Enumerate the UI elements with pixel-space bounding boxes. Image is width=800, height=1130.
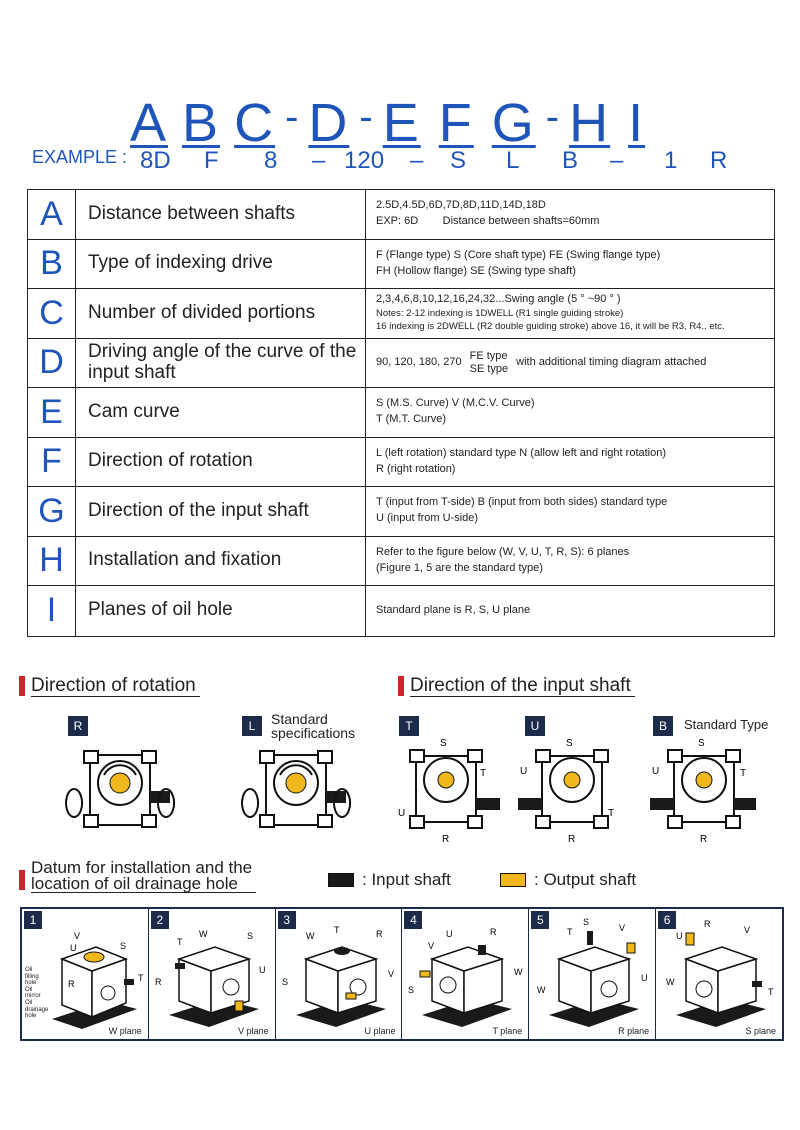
row-letter: C [28, 289, 76, 338]
legend-input [328, 870, 451, 890]
plane-number: 1 [24, 911, 42, 929]
svg-text:W: W [514, 967, 523, 977]
svg-text:R: R [700, 834, 708, 845]
svg-text:R: R [68, 979, 75, 989]
desc-line: 2,3,4,6,8,10,12,16,24,32...Swing angle (5 ° ~90 ° ) [376, 293, 621, 306]
oil-note: Oil [25, 967, 33, 973]
example-row [32, 147, 792, 177]
example-value: 120 [344, 147, 385, 174]
desc-line: F (Flange type) S (Core shaft type) FE (Swing flange type) [376, 248, 661, 261]
planes-strip [20, 907, 784, 1041]
svg-text:V: V [387, 969, 394, 979]
output-swatch [500, 873, 526, 887]
plane-2-drawing [149, 909, 275, 1039]
input-swatch [328, 873, 354, 887]
desc-note: Notes: 2-12 indexing is 1DWELL (R1 single guiding stroke) [376, 308, 624, 320]
desc-line: 2.5D,4.5D,6D,7D,8D,11D,14D,18D [376, 199, 546, 212]
row-letter: F [28, 438, 76, 487]
plane-panel-4 [402, 909, 529, 1039]
row-name: Type of indexing drive [76, 240, 366, 289]
svg-text:W: W [305, 931, 315, 941]
row-desc [366, 537, 774, 586]
input-t-diagram [392, 736, 502, 846]
oil-note: mirror [25, 993, 41, 1000]
plane-number: 5 [531, 911, 549, 929]
d-type: FE type [469, 350, 508, 363]
desc-line: L (left rotation) standard type N (allow left and right rotation) [376, 446, 667, 459]
plane-number: 4 [404, 911, 422, 929]
svg-text:S: S [583, 917, 590, 927]
table-row-a [28, 190, 774, 240]
plane-caption: W plane [108, 1026, 142, 1036]
row-desc [366, 190, 774, 239]
svg-text:S: S [566, 738, 573, 749]
plane-5-drawing [529, 909, 655, 1039]
badge-l: L [242, 716, 262, 736]
row-name: Direction of rotation [76, 438, 366, 487]
desc-line: EXP: 6D Distance between shafts=60mm [376, 215, 600, 228]
example-value: L [506, 147, 520, 174]
row-letter: B [28, 240, 76, 289]
section-rotation-heading [19, 676, 200, 697]
svg-text:R: R [568, 834, 576, 845]
code-letter-g: G [491, 93, 536, 153]
example-value: – [312, 147, 326, 174]
oil-note: drainage [25, 1006, 49, 1013]
desc-note: 16 indexing is 2DWELL (R2 double guiding stroke) above 16, it will be R3, R4.. etc. [376, 321, 725, 333]
desc-line: S (M.S. Curve) V (M.C.V. Curve) [376, 397, 535, 410]
row-name: Driving angle of the curve of the input shaft [76, 339, 366, 388]
plane-number: 2 [151, 911, 169, 929]
table-row-c [28, 289, 774, 339]
example-value: – [610, 147, 624, 174]
row-letter: H [28, 537, 76, 586]
plane-panel-3 [276, 909, 403, 1039]
row-desc [366, 438, 774, 487]
desc-line: Standard plane is R, S, U plane [376, 603, 531, 616]
table-row-h [28, 537, 774, 587]
desc-line: FH (Hollow flange) SE (Swing type shaft) [376, 264, 576, 277]
standard-spec-label [271, 712, 355, 740]
datum-line: location of oil drainage hole [31, 874, 238, 894]
svg-text:S: S [281, 977, 288, 987]
plane-3-drawing [276, 909, 402, 1039]
desc-line: R (right rotation) [376, 462, 456, 475]
desc-line: Refer to the figure below (W, V, U, T, R, S): 6 planes [376, 545, 630, 558]
plane-4-drawing [402, 909, 528, 1039]
svg-text:V: V [744, 925, 751, 935]
code-letter-a: A [130, 93, 169, 153]
legend-output [500, 870, 636, 890]
row-letter: E [28, 388, 76, 437]
row-name: Installation and fixation [76, 537, 366, 586]
code-letter-d: D [308, 93, 350, 153]
oil-notes [25, 967, 48, 1020]
row-letter: D [28, 339, 76, 388]
table-row-i [28, 586, 774, 636]
plane-number: 3 [278, 911, 296, 929]
oil-note: Oil [25, 986, 33, 993]
row-name: Direction of the input shaft [76, 487, 366, 536]
svg-text:T: T [740, 768, 747, 779]
example-value: 1 [664, 147, 678, 174]
section-title: Direction of the input shaft [410, 676, 635, 697]
code-letter-f: F [438, 93, 474, 153]
svg-text:V: V [74, 931, 81, 941]
oil-note: hole [25, 1013, 37, 1020]
code-letter-e: E [382, 93, 421, 153]
d-tail: with additional timing diagram attached [516, 355, 707, 368]
code-dash: - [285, 95, 299, 139]
example-label: EXAMPLE : [32, 147, 128, 167]
example-value: 8 [264, 147, 278, 174]
desc-line: T (M.T. Curve) [376, 413, 447, 426]
svg-text:R: R [490, 927, 497, 937]
d-types [470, 350, 509, 375]
oil-note: Oil [25, 999, 33, 1006]
svg-text:U: U [652, 766, 660, 777]
row-name: Planes of oil hole [76, 586, 366, 636]
svg-text:S: S [246, 931, 253, 941]
svg-text:T: T [138, 973, 144, 983]
svg-text:U: U [446, 929, 453, 939]
section-marker [19, 676, 25, 696]
plane-caption: R plane [618, 1026, 650, 1036]
desc-line: U (input from U-side) [376, 512, 479, 525]
row-letter: I [28, 586, 76, 636]
row-letter: A [28, 190, 76, 239]
section-title: Direction of rotation [31, 676, 200, 697]
desc-line: (Figure 1, 5 are the standard type) [376, 561, 543, 574]
table-row-f [28, 438, 774, 488]
example-value: R [710, 147, 728, 174]
plane-panel-5 [529, 909, 656, 1039]
svg-text:S: S [440, 738, 447, 749]
section-input-heading [398, 676, 635, 697]
plane-caption: V plane [238, 1026, 269, 1036]
svg-text:U: U [676, 931, 683, 941]
svg-text:U: U [520, 766, 528, 777]
desc-line [376, 350, 774, 375]
datum-line: Datum for installation and the [31, 858, 253, 877]
example-value: B [562, 147, 579, 174]
badge-r: R [68, 716, 88, 736]
svg-text:W: W [666, 977, 675, 987]
svg-text:V: V [428, 941, 435, 951]
row-name: Distance between shafts [76, 190, 366, 239]
section-marker [19, 870, 25, 890]
plane-panel-2 [149, 909, 276, 1039]
svg-text:U: U [258, 965, 266, 975]
svg-text:T: T [567, 927, 573, 937]
plane-caption: U plane [364, 1026, 396, 1036]
badge-t: T [399, 716, 419, 736]
table-row-g [28, 487, 774, 537]
svg-text:R: R [375, 929, 383, 939]
badge-u: U [525, 716, 545, 736]
svg-text:R: R [442, 834, 450, 845]
oil-note: hole [25, 980, 37, 987]
svg-text:S: S [408, 985, 415, 995]
code-letter-i: I [628, 93, 646, 153]
row-desc [366, 339, 774, 388]
d-angles: 90, 120, 180, 270 [376, 355, 462, 368]
section-title [31, 860, 256, 893]
svg-text:V: V [619, 923, 626, 933]
example-value: S [450, 147, 467, 174]
code-letter-b: B [182, 93, 221, 153]
svg-text:W: W [198, 929, 208, 939]
legend-output-label: : Output shaft [534, 870, 637, 889]
svg-text:S: S [698, 738, 705, 749]
spec-table [27, 189, 775, 637]
row-desc [366, 240, 774, 289]
table-row-e [28, 388, 774, 438]
oil-note: filling [25, 973, 39, 980]
plane-6-drawing [656, 909, 782, 1039]
badge-b: B [653, 716, 673, 736]
desc-line: T (input from T-side) B (input from both sides) standard type [376, 496, 668, 509]
svg-text:U: U [398, 808, 406, 819]
code-letter-h: H [569, 93, 611, 153]
svg-text:U: U [70, 943, 77, 953]
legend-input-label: : Input shaft [362, 870, 451, 889]
svg-text:R: R [704, 919, 711, 929]
example-value: – [410, 147, 424, 174]
input-b-diagram [648, 736, 758, 846]
row-name: Cam curve [76, 388, 366, 437]
plane-number: 6 [658, 911, 676, 929]
standard-line: Standard [271, 711, 328, 727]
code-dash: - [359, 95, 373, 139]
example-value: 8D [140, 147, 171, 174]
row-name: Number of divided portions [76, 289, 366, 338]
code-letter-c: C [234, 93, 276, 153]
svg-text:T: T [608, 808, 615, 819]
row-desc [366, 388, 774, 437]
example-value: F [204, 147, 219, 174]
input-u-diagram [516, 736, 626, 846]
plane-panel-1 [22, 909, 149, 1039]
rotation-l-diagram [236, 745, 356, 835]
model-code [130, 92, 645, 154]
standard-type-label: Standard Type [684, 717, 769, 732]
rotation-r-diagram [60, 745, 180, 835]
plane-caption: S plane [745, 1026, 776, 1036]
d-type: SE type [469, 362, 509, 375]
svg-text:T: T [768, 987, 774, 997]
plane-panel-6 [656, 909, 782, 1039]
code-dash: - [545, 95, 560, 139]
svg-text:W: W [537, 985, 546, 995]
table-row-d [28, 339, 774, 389]
section-marker [398, 676, 404, 696]
svg-text:R: R [154, 977, 162, 987]
row-desc [366, 586, 774, 636]
table-row-b [28, 240, 774, 290]
standard-line: specifications [271, 725, 356, 741]
svg-text:T: T [176, 937, 183, 947]
section-datum-heading [19, 860, 256, 893]
row-desc [366, 487, 774, 536]
svg-text:T: T [333, 925, 340, 935]
row-desc [366, 289, 774, 338]
row-letter: G [28, 487, 76, 536]
svg-text:T: T [480, 768, 487, 779]
plane-caption: T plane [492, 1026, 523, 1036]
svg-text:S: S [120, 941, 127, 951]
svg-text:U: U [641, 973, 648, 983]
